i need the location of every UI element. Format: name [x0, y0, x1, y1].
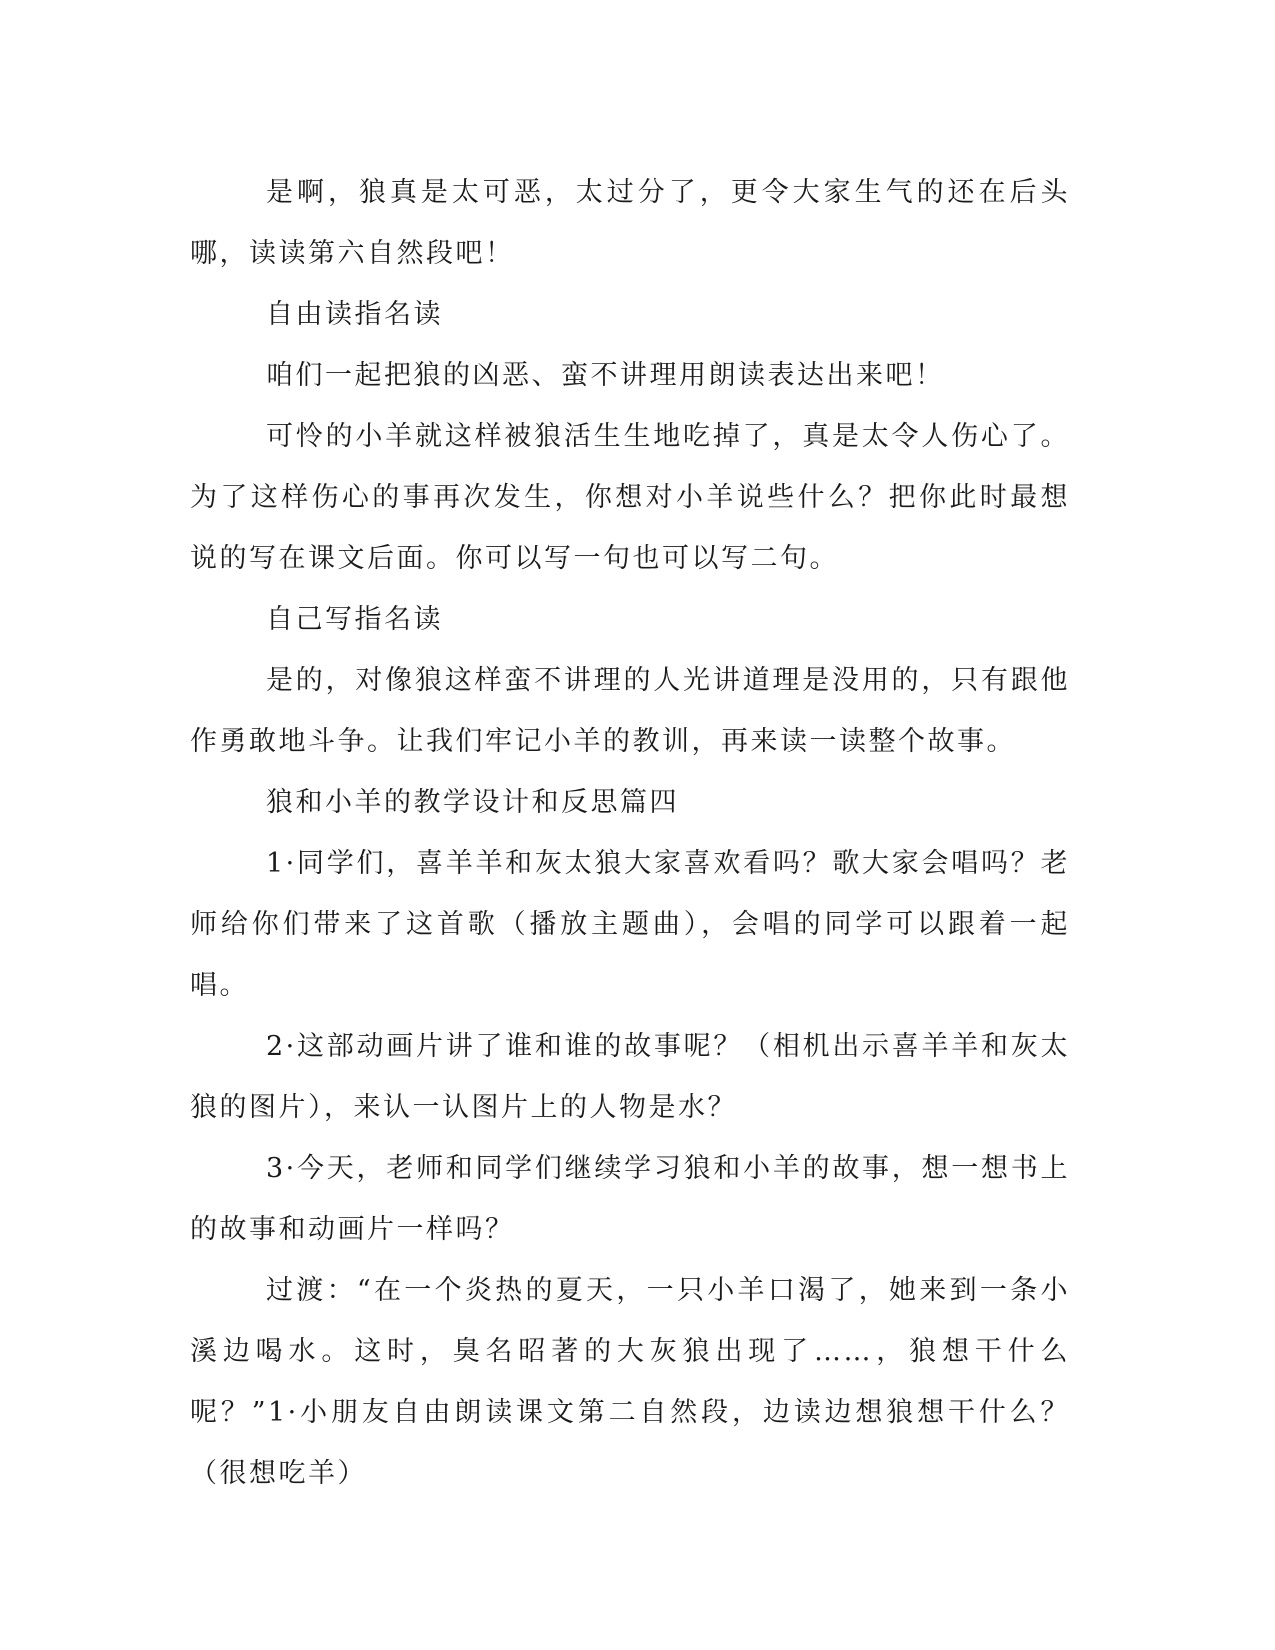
- section-heading: 狼和小羊的教学设计和反思篇四: [266, 787, 679, 818]
- paragraph: 2·这部动画片讲了谁和谁的故事呢？（相机出示喜羊羊和灰太狼的图片），来认一认图片上的人物是水？: [190, 1031, 1070, 1123]
- paragraph: 自己写指名读: [266, 604, 443, 635]
- paragraph: 咱们一起把狼的凶恶、蛮不讲理用朗读表达出来吧！: [266, 360, 945, 391]
- paragraph: 自由读指名读: [266, 299, 443, 330]
- document-body: [190, 162, 1070, 1504]
- paragraph: 3·今天，老师和同学们继续学习狼和小羊的故事，想一想书上的故事和动画片一样吗？: [190, 1153, 1070, 1245]
- paragraph: 1·同学们，喜羊羊和灰太狼大家喜欢看吗？歌大家会唱吗？老师给你们带来了这首歌（播放主题曲），会唱的同学可以跟着一起唱。: [190, 848, 1070, 1001]
- paragraph: 可怜的小羊就这样被狼活生生地吃掉了，真是太令人伤心了。为了这样伤心的事再次发生，你想对小羊说些什么？把你此时最想说的写在课文后面。你可以写一句也可以写二句。: [190, 421, 1070, 574]
- paragraph: 是的，对像狼这样蛮不讲理的人光讲道理是没用的，只有跟他作勇敢地斗争。让我们牢记小羊的教训，再来读一读整个故事。: [190, 665, 1070, 757]
- paragraph: 是啊，狼真是太可恶，太过分了，更令大家生气的还在后头哪，读读第六自然段吧！: [190, 177, 1070, 269]
- paragraph: 过渡：“在一个炎热的夏天，一只小羊口渴了，她来到一条小溪边喝水。这时，臭名昭著的大灰狼出现了……，狼想干什么呢？”1·小朋友自由朗读课文第二自然段，边读边想狼想干什么？（很想吃羊）: [190, 1275, 1070, 1489]
